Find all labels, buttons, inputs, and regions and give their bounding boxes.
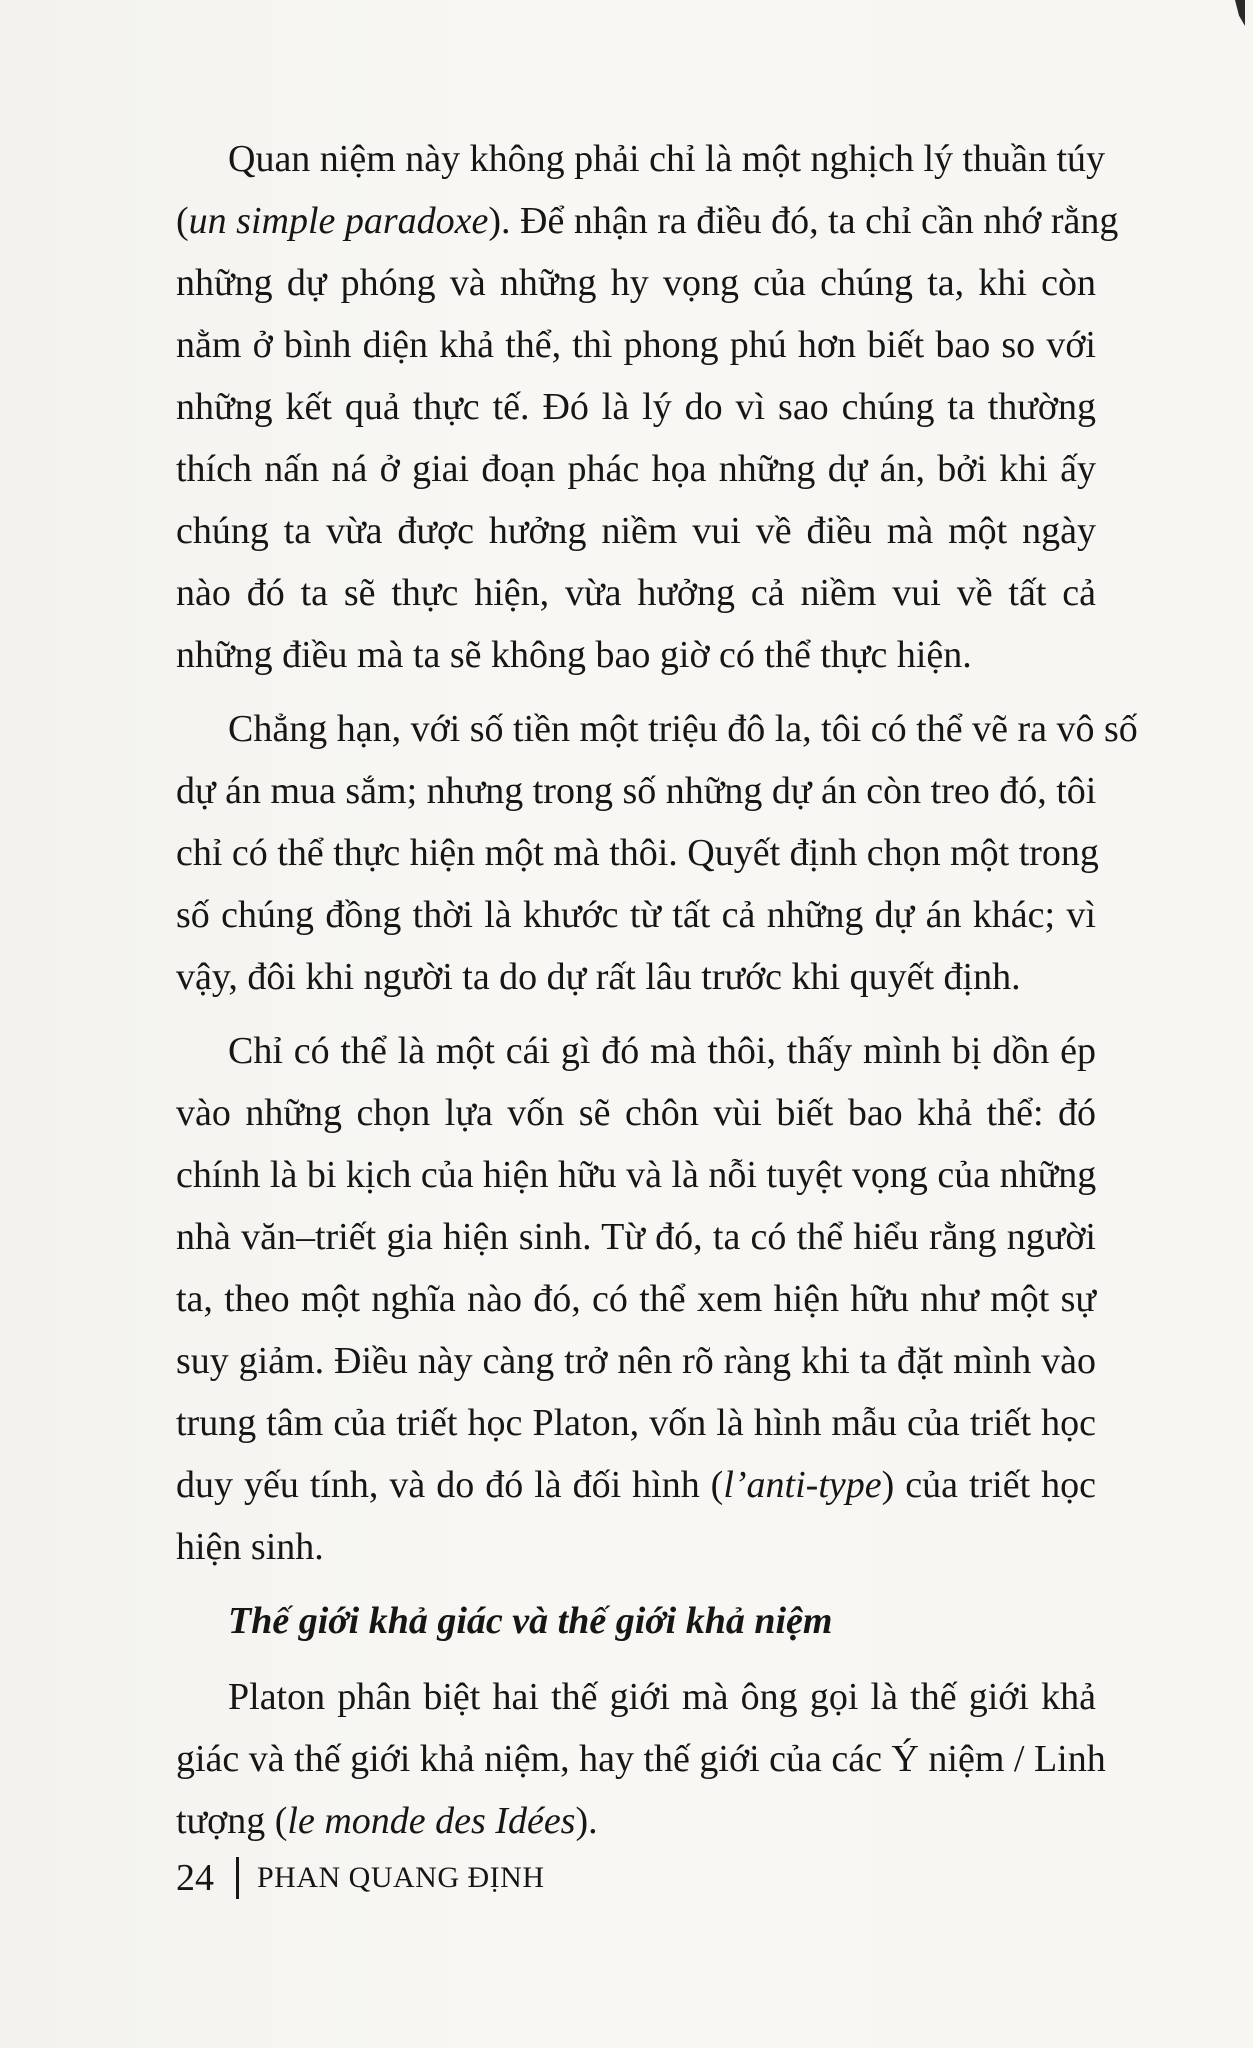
text-line: nằm ở bình diện khả thể, thì phong phú hơn biết bao so với bbox=[176, 324, 1096, 366]
italic-term: l’anti-type bbox=[723, 1464, 882, 1506]
text-line: Quan niệm này không phải chỉ là một nghịch lý thuần túy bbox=[228, 138, 1106, 180]
text-line: Chỉ có thể là một cái gì đó mà thôi, thấy mình bị dồn ép bbox=[228, 1030, 1096, 1072]
text-line: số chúng đồng thời là khước từ tất cả những dự án khác; vì bbox=[176, 894, 1096, 936]
page-footer bbox=[176, 1856, 545, 1900]
text-line: chúng ta vừa được hưởng niềm vui về điều mà một ngày bbox=[176, 510, 1096, 552]
text-line: chỉ có thể thực hiện một mà thôi. Quyết định chọn một trong bbox=[176, 832, 1099, 874]
text-line: Chẳng hạn, với số tiền một triệu đô la, tôi có thể vẽ ra vô số bbox=[228, 708, 1138, 750]
text-line: vậy, đôi khi người ta do dự rất lâu trước khi quyết định. bbox=[176, 956, 1021, 998]
text-line: duy yếu tính, và do đó là đối hình (l’anti-type) của triết học bbox=[176, 1464, 1097, 1506]
paragraph-4 bbox=[176, 1666, 1106, 1852]
text-line: hiện sinh. bbox=[176, 1526, 324, 1568]
text-line: dự án mua sắm; nhưng trong số những dự án còn treo đó, tôi bbox=[176, 770, 1097, 812]
text-line: ta, theo một nghĩa nào đó, có thể xem hiện hữu như một sự bbox=[176, 1278, 1096, 1320]
italic-term: un simple paradoxe bbox=[188, 200, 489, 242]
text-line: nào đó ta sẽ thực hiện, vừa hưởng cả niềm vui về tất cả bbox=[176, 572, 1096, 614]
text-line: trung tâm của triết học Platon, vốn là hình mẫu của triết học bbox=[176, 1402, 1096, 1444]
paragraph-2 bbox=[176, 698, 1138, 1008]
italic-term: le monde des Idées bbox=[287, 1800, 576, 1842]
text-line: (un simple paradoxe). Để nhận ra điều đó, ta chỉ cần nhớ rằng bbox=[176, 200, 1119, 242]
page-corner-mark bbox=[1235, 0, 1245, 26]
paragraph-1 bbox=[176, 128, 1119, 686]
text-line: suy giảm. Điều này càng trở nên rõ ràng khi ta đặt mình vào bbox=[176, 1340, 1096, 1382]
body-text bbox=[176, 128, 1138, 1864]
author-name: PHAN QUANG ĐỊNH bbox=[257, 1861, 545, 1894]
text-line: Platon phân biệt hai thế giới mà ông gọi là thế giới khả bbox=[228, 1676, 1096, 1718]
page-number: 24 bbox=[176, 1857, 214, 1899]
footer-separator bbox=[236, 1857, 239, 1899]
text-line: những dự phóng và những hy vọng của chúng ta, khi còn bbox=[176, 262, 1096, 304]
text-line: thích nấn ná ở giai đoạn phác họa những dự án, bởi khi ấy bbox=[176, 448, 1096, 490]
text-line: nhà văn–triết gia hiện sinh. Từ đó, ta có thể hiểu rằng người bbox=[176, 1216, 1096, 1258]
paragraph-3 bbox=[176, 1020, 1096, 1578]
text-line: giác và thế giới khả niệm, hay thế giới của các Ý niệm / Linh bbox=[176, 1738, 1106, 1780]
section-heading: Thế giới khả giác và thế giới khả niệm bbox=[228, 1600, 833, 1642]
text-line: những điều mà ta sẽ không bao giờ có thể thực hiện. bbox=[176, 634, 972, 676]
text-line: vào những chọn lựa vốn sẽ chôn vùi biết bao khả thể: đó bbox=[176, 1092, 1096, 1134]
text-line: tượng (le monde des Idées). bbox=[176, 1800, 598, 1842]
text-line: những kết quả thực tế. Đó là lý do vì sao chúng ta thường bbox=[176, 386, 1096, 428]
text-line: chính là bi kịch của hiện hữu và là nỗi tuyệt vọng của những bbox=[176, 1154, 1097, 1196]
